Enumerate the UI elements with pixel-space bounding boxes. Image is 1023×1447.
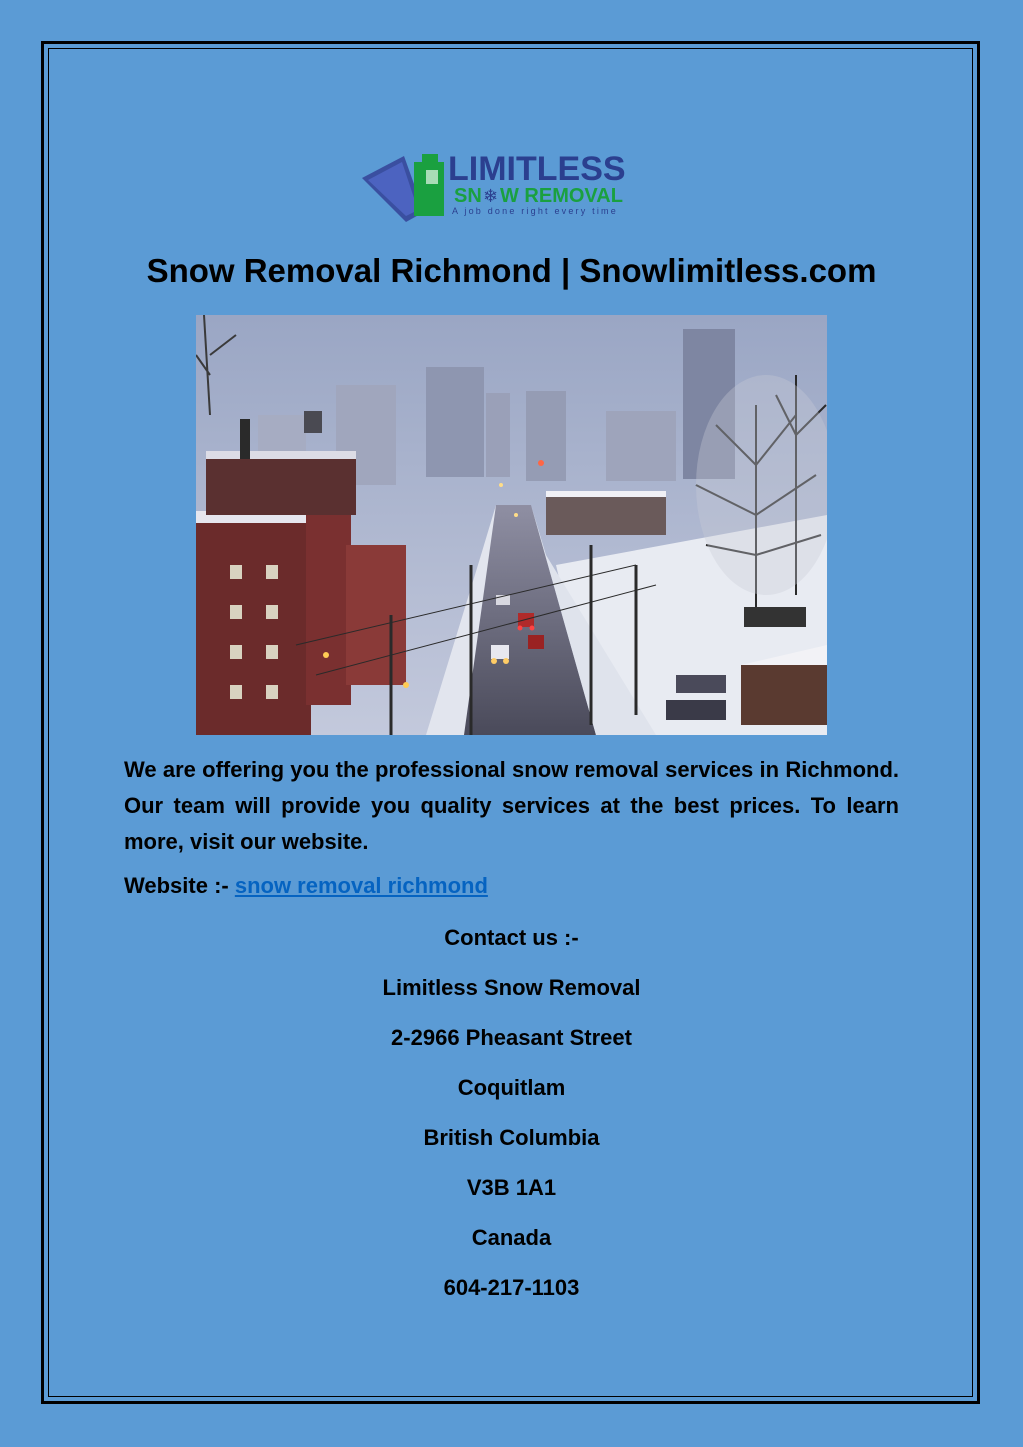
contact-phone: 604-217-1103 bbox=[443, 1275, 580, 1300]
website-link[interactable]: snow removal richmond bbox=[234, 873, 488, 898]
contact-street: 2-2966 Pheasant Street bbox=[391, 1025, 632, 1050]
website-line bbox=[124, 873, 488, 899]
intro-paragraph: We are offering you the professional snow removal services in Richmond. Our team will provide you quality services at the best prices. To learn more, visit our website. bbox=[124, 757, 899, 854]
logo-word-snow: SN bbox=[454, 185, 482, 207]
contact-province: British Columbia bbox=[423, 1125, 600, 1150]
website-label: Website :- bbox=[124, 873, 235, 898]
logo-word-removal: W REMOVAL bbox=[500, 185, 623, 207]
contact-heading: Contact us :- bbox=[444, 925, 579, 950]
contact-city: Coquitlam bbox=[457, 1075, 566, 1100]
contact-postal-code: V3B 1A1 bbox=[466, 1175, 557, 1200]
snowflake-icon: ❄ bbox=[483, 186, 499, 207]
page-title: Snow Removal Richmond | Snowlimitless.com bbox=[146, 252, 877, 289]
company-logo bbox=[362, 148, 657, 224]
logo-tagline: A job done right every time bbox=[452, 206, 618, 216]
logo-word-limitless: LIMITLESS bbox=[448, 150, 626, 188]
contact-country: Canada bbox=[471, 1225, 552, 1250]
city-snow-street-photo bbox=[196, 315, 827, 735]
contact-company: Limitless Snow Removal bbox=[382, 975, 641, 1000]
